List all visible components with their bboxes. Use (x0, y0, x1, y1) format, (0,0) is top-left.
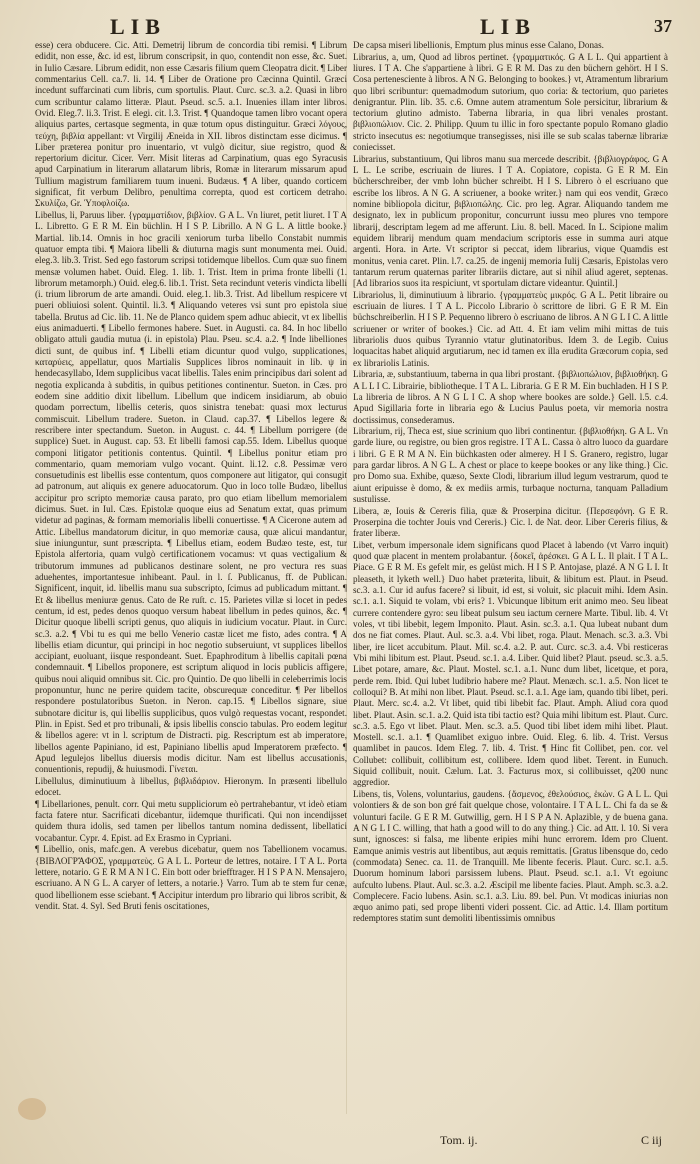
dictionary-entry: Librarium, rij, Theca est, siue scrinium quo libri continentur. {βιβλιοθήκη. G A L. Vn garde liure, ou registre, ou bien gros registre. I T A L. Cassa ò altro luoco da guardare i libri. G E R M A N. Ein büchkasten oder almerey. H I S. Granero, registro, lugar para gardar libros. A N G L. A chest or place to keepe bookes or any like thing.} Cic. pro Domo sua. Exhibe, quæso, Sexte Clodi, librarium illud legum vestrarum, quod te aiunt eripuisse è domo, & ex mediis armis, turbaque nocturna, tanquam Palladium sustulisse. (353, 426, 668, 504)
signature-mark: C iij (640, 1133, 662, 1147)
dictionary-entry: esse) cera obducere. Cic. Atti. Demetrij librum de concordia tibi remisi. ¶ Librum edidit, non esse, &c. id est, librum conscripsit, in quo, contendit non esse, &c. Suet. in Iulio Cæsare. Librum edidit, non esse Cæsaris filium quem Cleopatra dicit. ¶ Liber commentarius Cell. ca.7. li. 14. ¶ Liber de Oratione pro Cæcinna Quintil. Græci incedunt suffarcinati cum libris, cum sportulis. Plaut. Curc. sc.3. a.2. Quasi in libro cum scribuntur calamo litteræ. Plaut. Pseud. sc.5. a.1. Inuenies illam inter libros. Ovid. Eleg.7. li.3. Trist. E elegi. cit. l.3. Trist. ¶ Quandoque tamen libro vocant opera aliquius partes, certasque segmenta, in quæ totum opus distinguitur. Græci λόγους, τεύχη, βιβλία appellant: vt Virgilij Æneida in XII. libros distinctam esse dicimus. ¶ Liber præterea ponitur pro inuentario, vt vulgò dicitur, siue registro, quod & repertorium dicitur. Cicer. Verr. Misit literas ad Carpinatium, quas ego Syracusis apud Carpinatium in literarum allatarum libris, Romæ in literarum missarum apud Tullium magistrum familiarem tuum inueni. Budæus. ¶ A liber, quando corticem significat, fit verbum Delibro, penultima correpta, quod est corticem detraho. Σκυλίζω, Gr. Ὑποφλοίζω. (35, 40, 347, 209)
right-column (353, 40, 668, 1130)
dictionary-entry: ¶ Libellariones, penult. corr. Qui metu suppliciorum eò pertrahebantur, vt ideò etiam facta fatere ntur. Sacrificati dicebantur, iidemque thurificati. Qui non incendijsset quidem thura idolis, sed tamen per libellos tantum nomina dedissent, libellatici vocabantur. Cypr. 4. Epist. ad Ex Erasmo in Cypriani. (35, 798, 347, 843)
dictionary-entry: Libens, tis, Volens, voluntarius, gaudens. {ἄσμενος, ἐθελούσιος, ἑκὼν. G A L L. Qui volontiers & de son bon gré fait quelque chose, volontaire. I T A L L. Chi fa da se & volunturi facile. G E R M. Gutwillig, gern. H I S P A N. Aplazible, y de buena gana. A N G L I C. willing, that hath a good will to do any thing.} Cic. ad Att. l. 10. Si vera sunt, ignosces: si falsa, me libente eripies mihi hunc errorem. Idem pro Cluent. Eamque animis vestris aut libentibus, aut æquis remittatis. [Gratus libensque do, cedo (commodata) Senec. ca. 11. de Tranquill. Me libente feceris. Plaut. Curc. sc.1. a.5. Duorum hominum labori parsissem lubens. Plaut. Pseud. sc.1. a.1. Vt egoiunc aufculto lubens. Plaut. Aul. sc.3. a.2. Æscipil me libente facies. Plaut. Amph. sc.3. a.2. Complecere. Facio lubens. Asin. sc.1. a.3. Liu. 89. bel. Pun. Vt modicas iniurias non æquo animo pati, sed prope libenti videri possent. Cic. ad Attic. l.4. Illam portitum redemptores statim sunt demoliti libentissimis omnibus (353, 789, 668, 924)
running-head-right: LIB (480, 14, 536, 39)
dictionary-entry: Librarius, substantiuum, Qui libros manu sua mercede describit. {βιβλιογράφος. G A L L. Le scribe, escriuain de liures. I T A. Copiatore, copista. G E R M. Ein bücherschreiber, der vmb lohn bücher schreibt. H I S. Librero ò el escriuano que escribe los libros. A N G. A scriuener, a booke writer.} nam qui eos vendit, Græco nomine bibliopola dicitur, βιβλιοπώλης. Cic. pro leg. Agrar. Aliquando tandem me designato, lex in publicum proponitur, concurrunt iussu meo plures vno tempore librarij, descriptam legem ad me afferunt. Liu. 8. bell. Maced. In L. Scipione malim equidem librarij mendum quam mendacium scriptoris esse in summa auri atque argenti. Hora. in Arte. Vt scriptor si peccat, idem librarius, vique Quamdis est monitus, venia caret. Plin. l.7. ca.25. de ingenij memoria Iulij Cæsaris, Epistolas vero tantarum rerum quaternas pariter librariis dictare, aut si nihil aliud ageret, septenas. [Ad librarios suos ita respiciunt, vt sportulam dictare videantur. Quintil.] (353, 153, 668, 289)
dictionary-entry: Libet, verbum impersonale idem significans quod Placet à labendo (vt Varro inquit) quod quæ placent in mentem prolabantur. {δοκεῖ, ἀρέσκει. G A L L. Il plait. I T A L. Piace. G E R M. Es gefelt mir, es gelüst mich. H I S P. Antojase, plazé. A N G L I. It pleaseth, it lyketh well.} Duo habet præterita, libuit, & libitum est. Plaut. in Pseud. sc.3. a.1. Cur id aufus facere? si libuit, id est, si voluit, sic placuit mihi. Idem Asin. sc.1. a.1. Siquid te volam, vbi eris? 1. Vbicunque libitum erit animo meo. Seu libeat currere contendere gyro: seu libeat pulsum seu iactum cernere Marte. Tibul. lib. 4. Vt voles, vt tibi libebit, legem Imponito. Plaut. Asin. sc.3. a.1. Qua lubeat nubant dum dos ne fiat comes. Plaut. Aul. sc.3. a.4. Vbi libet, roga. Plaut. Menach. sc.3. a.3. Vbi liber, ire licet accubitum. Plaut. Mil. sc.4. a.2. P. aut. Curc. sc.3. a.4. Vbi resticeras Vbi mihi libitum est. Plaut. Pseud. sc.1. a.4. Liber. Quid libet? Plaut. pseud. sc.3. a.5. Libet potare, amare, &c. Plaut. Mostel. sc.1. a.1. Nunc dum libet, licetque, et pora, perde rem. Ibid. Qui lubet ludibrio habere me? Plaut. Menæch. sc.1. a.5. Non licet te colloqui? B. At mihi non libet. Plaut. Pseud. sc.1. a.1. Age iam, quando tibi libet, peri. Plaut. Merc. sc.4. a.2. Vt libet, quid tibi libebit fac. Plaut. Amph. Aliud cora quod libet. Plaut. Asin. sc.1. a.2. Quid ista tibi tactio est? Quia mihi libitum est. Plaut. Curc. sc.3. a.5. Ego vt libet. Plaut. Men. sc.3. a.5. Quod tibi libet idem mihi libet. Plaut. Mostell. sc.1. a.1. ¶ Quamlibet exiguo inbre. Ouid. Eleg. 6. lib. 4. Trist. Versus quamlibet in paucos. Idem Eleg. 7. lib. 4. Trist. ¶ Hinc fit Collibet, pen. cor. vel Collubet: collibuit, collibitum est, collibere. Idem quod libet. Terent. in Eunuch. Siquid collibuit, nouit. Cælum. Lat. 3. Facturus mox, si collibuisset, q200 nunc aggredior. (353, 539, 668, 788)
page-footer (440, 1133, 670, 1157)
dictionary-entry: Libera, æ, Iouis & Cereris filia, quæ & Proserpina dicitur. {Περσεφόνη. G E R. Proserpina die tochter Jouis vnd Cereris.} Cic. l. de Nat. deor. Liber Cereris filius, & frater liberæ. (353, 505, 668, 539)
dictionary-entry: Libraria, æ, substantiuum, taberna in qua libri prostant. {βιβλιοπώλιον, βιβλιοθήκη. G A L L I C. Librairie, bibliotheque. I T A L. Libraria. G E R M. Ein buchladen. H I S P. La libreria de libros. A N G L I C. A shop where bookes are solde.} Gell. l.5. c.4. Apud Sigillaria forte in libraria ego & Lucius Paulus poeta, vir memoria nostra doctissimus, consederamus. (353, 369, 668, 425)
dictionary-entry: De capsa miseri libellionis, Emptum plus minus esse Calano, Donas. (353, 40, 604, 50)
paper-stain (18, 1098, 46, 1120)
page-number: 37 (654, 16, 672, 36)
dictionary-entry: Libellus, li, Paruus liber. {γραμματίδιον, βιβλίον. G A L. Vn liuret, petit liuret. I T A L. Libretto. G E R M. Ein büchlin. H I S P. Librillo. A N G L. A little booke.} Martial. lib.14. Omnis in hoc gracili xeniorum turba libello Constabit nummis quatuor empta tibi. ¶ Maiora libelli & diuturna magis sunt monumenta mei. Ouid. eleg.3. lib.3. Trist. Sed ego fastorum scripsi totidemque libellos. Cum quæ suo finem mensæ volumen habet. Ouid. Eleg. 1. lib. 1. Trist. Item in prima fronte libelli (1. librorum metamorph.) Ouid. eleg.6. lib.1. Trist. Seta recindunt veteris vindicta libelli (i. trium librorum de arte amandi. Ouid. eleg.1. lib.3. Trist. Ad libellum respicere vt pueri obliuiosi solent. Quintil. li.3. ¶ Aliquando veteres vsi sunt pro epistola siue tabella. Brutus ad Cic. lib. 11. Ne de Planco quidem spem adhuc abiecit, vt ex libellis eius animaduerti. ¶ Libello fermones habere. Suet. in Augusti. ca. 84. In hoc libello obligato attuli gaudia mutua (i. in epistola) Plau. Pseu. sc.4. a.2. ¶ Inde libelliones dicti sunt, de quibus inf. ¶ Libelli etiam dicuntur quod vulgo, supplicationes, κατα̣ρύεις, appellatur, quos Martialis Supplices libros nominauit in lib. ψ in hendecasyllabo, Idem supplicibus vacat libellis. Tales enim principibus dari solent ad negotia explicanda à subditis, in quibus petitiones continentur. Sueton. in Cæs. pro eodem sine additio dixit libellum. Libellum que indicem insidiarum, ab obuio quodam porrectum, libellis ceteris, quos sinistra tenebat: quasi mox lecturus commiscuit. Libellum tradere. Sueton. in Claud. cap.37. ¶ Libellos legere & rescribere inter spectandum. Sueton. in August. c. 44. ¶ Libellum porrigere (de supplice) Suet. in August. cap. 53. Et libelli famosi cap.55. Idem. Libellus quoque componi litigator petitionis contentus. Quintil. ¶ Libellus ponitur etiam pro commentario, quam memoriam vulgo vocant. Quint. li.12. c.8. Pessimæ vero consuetudinis est libellis esse contentum, quos componere aut litigator, qui consugit ad patronum, aut aliquis ex genere aduocatorum. Quo in loco tolle Budæo, libellus accipitur pro scripto memoriæ causa parato, pro quo etiam libellum memorialem dicimus. Suet. in Iul. Cæs. Epistolæ quoque eius ad Senatum extat, quas primum videtur ad paginas, & formam memorialis libelli conuertisse. ¶ A Cicerone autem ad Attic. Libellus mandatorum dicitur, in quo memoriæ causa, quæ alicui mandantur, siue iniunguntur, sunt præscripta. ¶ Libellus etiam, eodem Budæo teste, est, tur Epistola alfertoria, quam vulgò certificationem vocamus: vt quas vectigalium & tributorum immunes ad publicanos destinare solent, ne pro vectura res suas aduehentes, importantesue inhibeant. Paul. in l. ſ. Publicanus, ff. de Publican. Significent, inquit, id. libellis manu sua subscripto, ſcimus ad publicadum mittant. ¶ Et & libellus meniuræ genus. Cato de Re ruſt. c. 15. Parietes villæ si locet in pedes centum, id est, pedes denos quoquo versum habeat libellum in pedes quinos, &c. ¶ Dicitur quoque libelli scripti genus, quo aliquis in iudicium vocatur. Plaut. in Curc. sc.3. a.2. ¶ Vbi tu es qui me bello Venerio castæ licet me fisto, ades contra. ¶ A libellis etiam dicuntur, qui principi in hoc negotio subseruiunt, vt supplices libellos accipiant, euoluant, iisque respondeant. Suet. Epaphroditum à libellis capitali pœna condemnauit. ¶ Libellos proponere, est scriptum aliquod in locis publicis affigere, quibus noui aliquid omnibus sit. Cic. pro Quintio. De quo libelli in celeberrimis locis proponuntur, hunc ne perire quidem tacite, obscurequæ conceditur. ¶ Per libellos respondere postulatoribus Sueton. in Neron. cap.15. ¶ Libellos signare, siue subnotare dicitur is, qui libellis supplicibus, quos vulgò requestas vocant, respondet. Plin. in Epist. Sed et pro tribunali, & ipsis libellis conscio tabulas. Pro eodem legitur & libellos agere: vt in l. scriptum de Distracti. pig. Rescriptum est ab imperatore, libellos agente Papiniano, id est, Papiniano libellis apud Imperatorem præfecto. ¶ Apud legulejos libellus diuersis modis dicitur. Nam est libellus accusationis, conuentionis, repudij, & huiusmodi. Γίνεται. (35, 209, 347, 775)
dictionary-entry: Libellulus, diminutiuum à libellus, βιβλιδάριον. Hieronym. In præsenti libellulo edocet. (35, 775, 347, 798)
dictionary-entry: Librarius, a, um, Quod ad libros pertinet. {γραμματικός. G A L L. Qui appartient à liures. I T A. Che s'appartiene à libri. G E R M. Das zu den büchern gehört. H I S. Cosa pertenesciente à libros. A N G. Belonging to bookes.} vt, Atramentum librarium quo libri scribuntur: quemadmodum sutorium, quo coria: & tectorium, quo parietes denigrantur. Plin. lib. 35. c.6. Omne autem atramentum Sole persicitur, librarium & tectorium glutino admisto. Taberna libraria, in qua libri venales prostant. βιβλιοπώλιον. Cic. 2. Philipp. Quum tu illic in foro spectante populo Romano gladio stricto insecutus es: negotiumque transegisses, nisi ille se sub scalas tabernæ librariæ coniecisset. (353, 51, 668, 153)
dictionary-entry: ¶ Libellio, onis, mafc.gen. A verebus dicebatur, quem nos Tabellionem vocamus. {ΒΙΒΛΟΓΡἌΦΟΣ, γραμματεὺς. G A L L. Porteur de lettres, notaire. I T A L. Porta lettere, notario. G E R M A N I C. Ein bott oder briefftrager. H I S P A N. Mensajero, escriuano. A N G L. A caryer of letters, a notarie.} Varro. Tum ab te stem fur cenæ, quod libellionem esse sciebant. ¶ Accipitur interdum pro librario qui libros scribit, & vendit. Stat. 4. Syl. Sed Bruti fenis oscitationes, (35, 844, 347, 911)
running-head-left: LIB (110, 14, 166, 39)
left-column (35, 40, 347, 1130)
dictionary-entry: Librariolus, li, diminutiuum à librario. {γραμματεὺς μικρός. G A L. Petit libraire ou escriuain de liures. I T A L. Piccolo Librario ò scrittore de libri. G E R M. Ein büchschreiberlin. H I S P. Pequenno librero ò escriuano de libros. A N G L I C. A little scriuener or writer of bookes.} Cic. ad Att. 4. Et iam velim mihi mittas de tuis librariolis duos quibus Tyrannio vtatur glutinatoribus. Idem 3. de Legib. Cuius loquacitas habet aliquid argutiarum, nec id tamen ex illa erudita Græcorum copia, sed ex librariolis Latinis. (353, 289, 668, 368)
volume-mark: Tom. ij. (440, 1133, 478, 1147)
